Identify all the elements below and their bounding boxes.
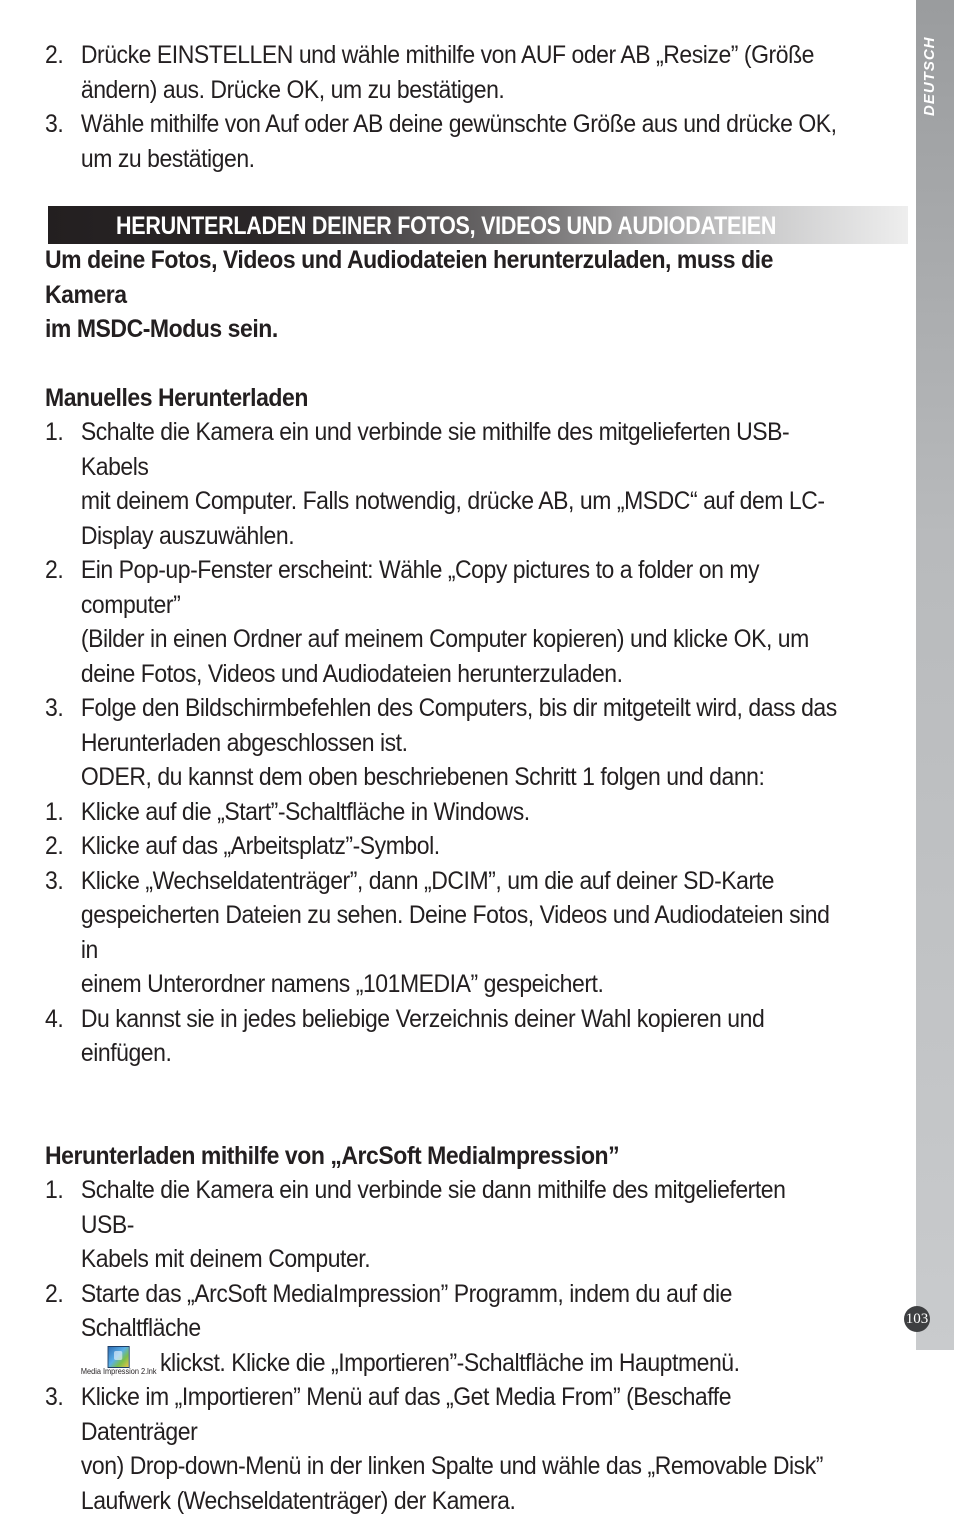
list-number: 1. <box>45 795 81 830</box>
list-item <box>45 1173 840 1277</box>
language-sidebar <box>916 0 954 1350</box>
list-text-line: (Bilder in einen Ordner auf meinem Computer kopieren) und klicke OK, um <box>81 622 840 657</box>
section-heading-arcsoft: Herunterladen mithilfe von „ArcSoft MediaImpression” <box>45 1139 840 1174</box>
section-heading-manual: Manuelles Herunterladen <box>45 381 840 416</box>
list-text-line: Drücke EINSTELLEN und wähle mithilfe von AUF oder AB „Resize” (Größe <box>81 38 840 73</box>
list-item <box>45 829 840 864</box>
list-text-line: Folge den Bildschirmbefehlen des Computers, bis dir mitgeteilt wird, dass das <box>81 691 840 726</box>
list-number: 1. <box>45 415 81 553</box>
page-content <box>45 38 840 1518</box>
list-number: 2. <box>45 1277 81 1381</box>
list-number: 2. <box>45 829 81 864</box>
list-text-line: klickst. Klicke die „Importieren”-Schaltfläche im Hauptmenü. <box>160 1349 740 1377</box>
language-label: DEUTSCH <box>921 22 949 116</box>
list-item <box>45 1002 840 1071</box>
list-text-line: Schalte die Kamera ein und verbinde sie mithilfe des mitgelieferten USB-Kabels <box>81 415 840 484</box>
list-item <box>45 1277 840 1381</box>
list-item <box>45 691 840 760</box>
list-text-line: deine Fotos, Videos und Audiodateien herunterzuladen. <box>81 657 840 692</box>
list-number: 1. <box>45 1173 81 1277</box>
list-item <box>45 1380 840 1518</box>
section-banner-title: HERUNTERLADEN DEINER FOTOS, VIDEOS UND AUDIODATEIEN <box>116 212 776 240</box>
list-item <box>45 795 840 830</box>
list-text-line: um zu bestätigen. <box>81 142 840 177</box>
list-text-line: mit deinem Computer. Falls notwendig, drücke AB, um „MSDC“ auf dem LC- <box>81 484 840 519</box>
list-item <box>45 107 840 176</box>
page-number: 103 <box>904 1306 930 1332</box>
list-text-line: einem Unterordner namens „101MEDIA” gespeichert. <box>81 967 840 1002</box>
mediaimpression-app-icon <box>108 1346 130 1368</box>
list-number: 2. <box>45 38 81 107</box>
list-text-line: Klicke auf die „Start”-Schaltfläche in Windows. <box>81 795 840 830</box>
list-text-line: Herunterladen abgeschlossen ist. <box>81 726 840 761</box>
list-number: 2. <box>45 553 81 691</box>
list-number: 4. <box>45 1002 81 1071</box>
list-text-line: Starte das „ArcSoft MediaImpression” Programm, indem du auf die Schaltfläche <box>81 1277 840 1346</box>
list-text-line: Du kannst sie in jedes beliebige Verzeichnis deiner Wahl kopieren und einfügen. <box>81 1002 840 1071</box>
list-item <box>45 864 840 1002</box>
list-text-line: Display auszuwählen. <box>81 519 840 554</box>
list-number: 3. <box>45 107 81 176</box>
list-number: 3. <box>45 864 81 1002</box>
shortcut-caption: Media Impression 2.lnk <box>81 1367 157 1377</box>
list-text-line: von) Drop-down-Menü in der linken Spalte und wähle das „Removable Disk” <box>81 1449 840 1484</box>
list-text-line: Klicke im „Importieren” Menü auf das „Get Media From” (Beschaffe Datenträger <box>81 1380 840 1449</box>
alternative-note: ODER, du kannst dem oben beschriebenen Schritt 1 folgen und dann: <box>45 760 840 795</box>
list-text-line: Kabels mit deinem Computer. <box>81 1242 840 1277</box>
list-text-line: Schalte die Kamera ein und verbinde sie dann mithilfe des mitgelieferten USB- <box>81 1173 840 1242</box>
list-text-line-with-icon <box>81 1346 840 1381</box>
list-number: 3. <box>45 1380 81 1518</box>
list-text-line: Laufwerk (Wechseldatenträger) der Kamera. <box>81 1484 840 1518</box>
list-item <box>45 415 840 553</box>
list-text-line: gespeicherten Dateien zu sehen. Deine Fotos, Videos und Audiodateien sind in <box>81 898 840 967</box>
list-number: 3. <box>45 691 81 760</box>
list-item <box>45 38 840 107</box>
intro-note: im MSDC-Modus sein. <box>45 312 840 347</box>
list-item <box>45 553 840 691</box>
intro-note: Um deine Fotos, Videos und Audiodateien herunterzuladen, muss die Kamera <box>45 243 840 312</box>
mediaimpression-shortcut-icon[interactable] <box>81 1346 158 1380</box>
list-text-line: Wähle mithilfe von Auf oder AB deine gewünschte Größe aus und drücke OK, <box>81 107 840 142</box>
list-text-line: Klicke auf das „Arbeitsplatz”-Symbol. <box>81 829 840 864</box>
list-text-line: Ein Pop-up-Fenster erscheint: Wähle „Copy pictures to a folder on my computer” <box>81 553 840 622</box>
list-text-line: Klicke „Wechseldatenträger”, dann „DCIM”, um die auf deiner SD-Karte <box>81 864 840 899</box>
list-text-line: ändern) aus. Drücke OK, um zu bestätigen. <box>81 73 840 108</box>
